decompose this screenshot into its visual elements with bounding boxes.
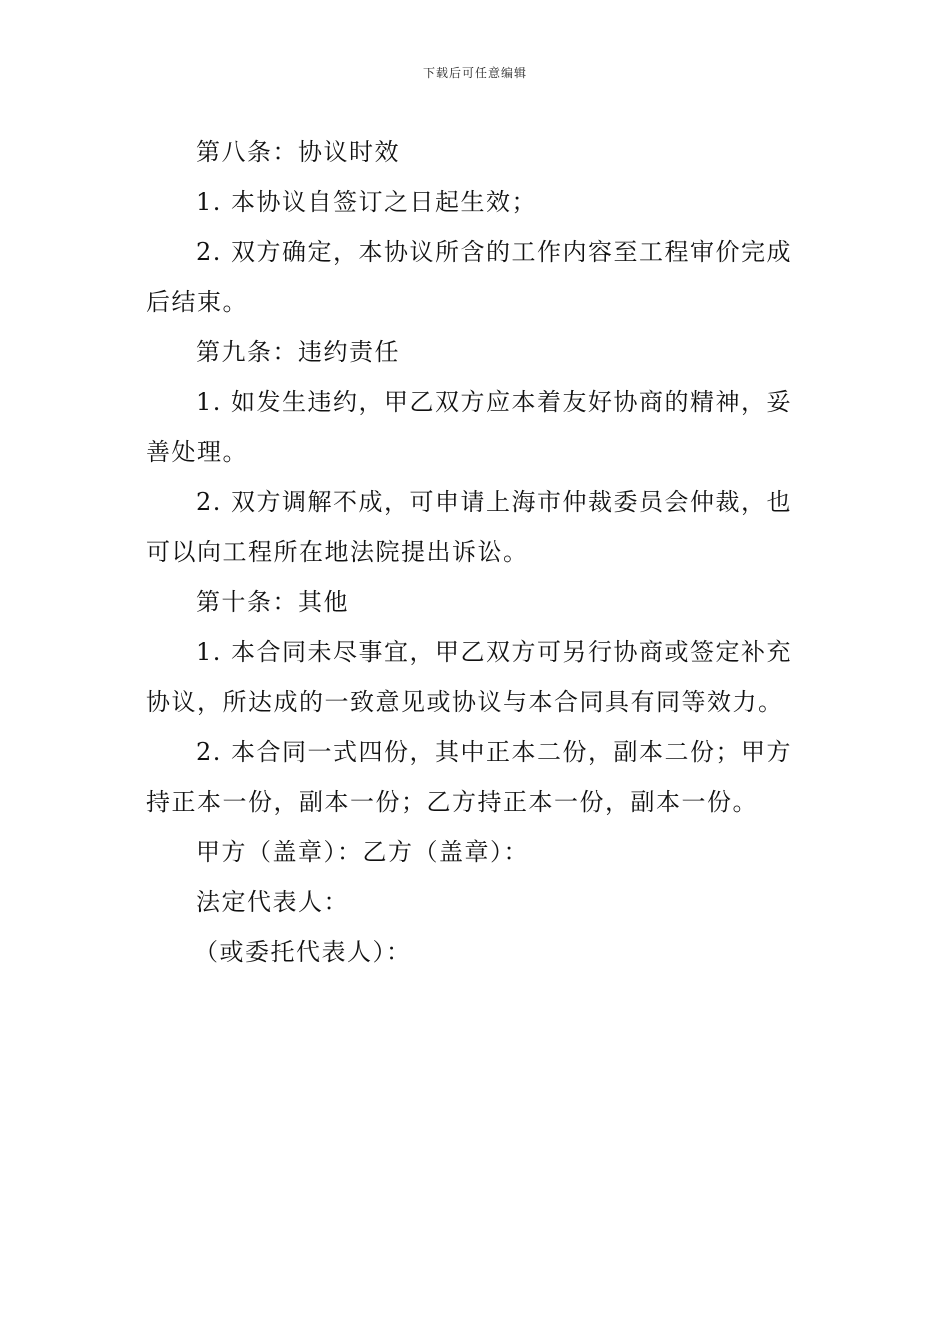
- article-8-clause-1: 1. 本协议自签订之日起生效；: [196, 188, 538, 216]
- article-8-clause-2: 2. 双方确定，本协议所含的工作内容至工程审价完成后结束。: [146, 238, 793, 316]
- article-10-clause-2: 2. 本合同一式四份，其中正本二份，副本二份；甲方持正本一份，副本一份；乙方持正本一份，副本一份。: [146, 738, 793, 816]
- article-10-heading: 第十条：其他: [196, 588, 349, 616]
- document-body: [146, 127, 808, 977]
- article-9-clause-1: 1. 如发生违约，甲乙双方应本着友好协商的精神，妥善处理。: [146, 388, 793, 466]
- party-seal-line: 甲方（盖章）：乙方（盖章）：: [196, 838, 529, 866]
- legal-representative-line: 法定代表人：: [196, 888, 349, 916]
- article-9-heading: 第九条：违约责任: [196, 338, 400, 366]
- authorized-representative-line: （或委托代表人）：: [194, 938, 412, 966]
- page-header: 下载后可任意编辑: [422, 66, 527, 80]
- article-8-heading: 第八条：协议时效: [196, 138, 400, 166]
- article-9-clause-2: 2. 双方调解不成，可申请上海市仲裁委员会仲裁，也可以向工程所在地法院提出诉讼。: [146, 488, 793, 566]
- article-10-clause-1: 1. 本合同未尽事宜，甲乙双方可另行协商或签定补充协议，所达成的一致意见或协议与本合同具有同等效力。: [146, 638, 793, 716]
